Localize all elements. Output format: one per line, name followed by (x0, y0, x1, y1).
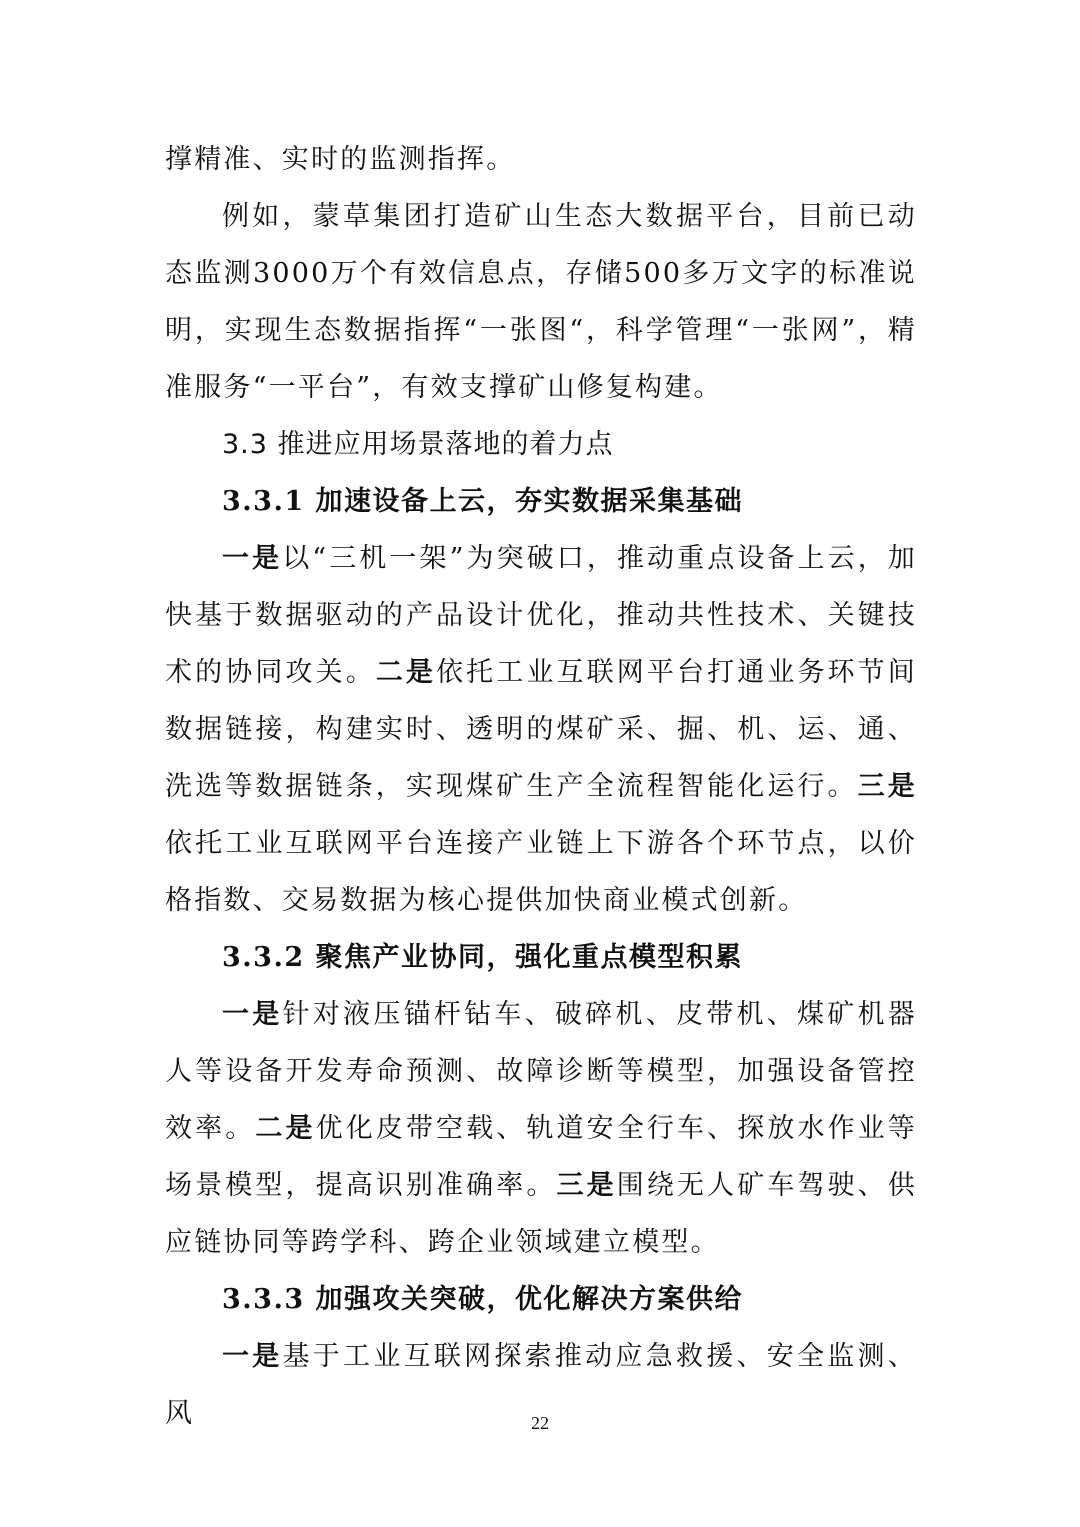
paragraph-text: 依托工业互联网平台打通业务环节间数据链接，构建实时、透明的煤矿采、掘、机、运、通、洗选等数据链条，实现煤矿生产全流程智能化运行。 (165, 657, 917, 802)
paragraph-text: 针对液压锚杆钻车、破碎机、皮带机、煤矿机器人等设备开发寿命预测、故障诊断等模型，加强设备管控效率。 (165, 999, 917, 1144)
paragraph-3-3-2 (165, 986, 917, 1271)
section-heading-3-3: 3.3 推进应用场景落地的着力点 (222, 429, 614, 460)
paragraph-text: 以“三机一架”为突破口，推动重点设备上云，加快基于数据驱动的产品设计优化，推动共性技术、关键技术的协同攻关。 (165, 543, 917, 688)
paragraph-text: 依托工业互联网平台连接产业链上下游各个环节点，以价格指数、交易数据为核心提供加快商业模式创新。 (165, 828, 917, 916)
paragraph-text: 围绕无人矿车驾驶、供应链协同等跨学科、跨企业领域建立模型。 (165, 1170, 917, 1258)
lead-label: 一是 (222, 999, 283, 1030)
section-heading-3-3-1: 3.3.1 加速设备上云，夯实数据采集基础 (222, 486, 744, 517)
paragraph-text: 基于工业互联网探索推动应急救援、安全监测、风 (165, 1341, 917, 1429)
lead-label: 三是 (857, 771, 917, 802)
lead-label: 三是 (556, 1170, 617, 1201)
paragraph-continuation: 撑精准、实时的监测指挥。 (165, 144, 516, 175)
paragraph-3-3-1 (165, 530, 917, 929)
page-number: 22 (531, 1413, 549, 1433)
body-text (165, 131, 917, 1442)
section-heading-3-3-3: 3.3.3 加强攻关突破，优化解决方案供给 (222, 1284, 744, 1315)
lead-label: 二是 (255, 1113, 316, 1144)
paragraph-text: 优化皮带空载、轨道安全行车、探放水作业等场景模型，提高识别准确率。 (165, 1113, 917, 1201)
paragraph-example: 例如，蒙草集团打造矿山生态大数据平台，目前已动态监测3000万个有效信息点，存储500多万文字的标准说明，实现生态数据指挥“一张图“，科学管理“一张网”，精准服务“一平台”，有效支撑矿山修复构建。 (165, 201, 917, 403)
lead-label: 一是 (222, 543, 283, 574)
lead-label: 二是 (375, 657, 437, 688)
lead-label: 一是 (222, 1341, 283, 1372)
section-heading-3-3-2: 3.3.2 聚焦产业协同，强化重点模型积累 (222, 942, 744, 973)
